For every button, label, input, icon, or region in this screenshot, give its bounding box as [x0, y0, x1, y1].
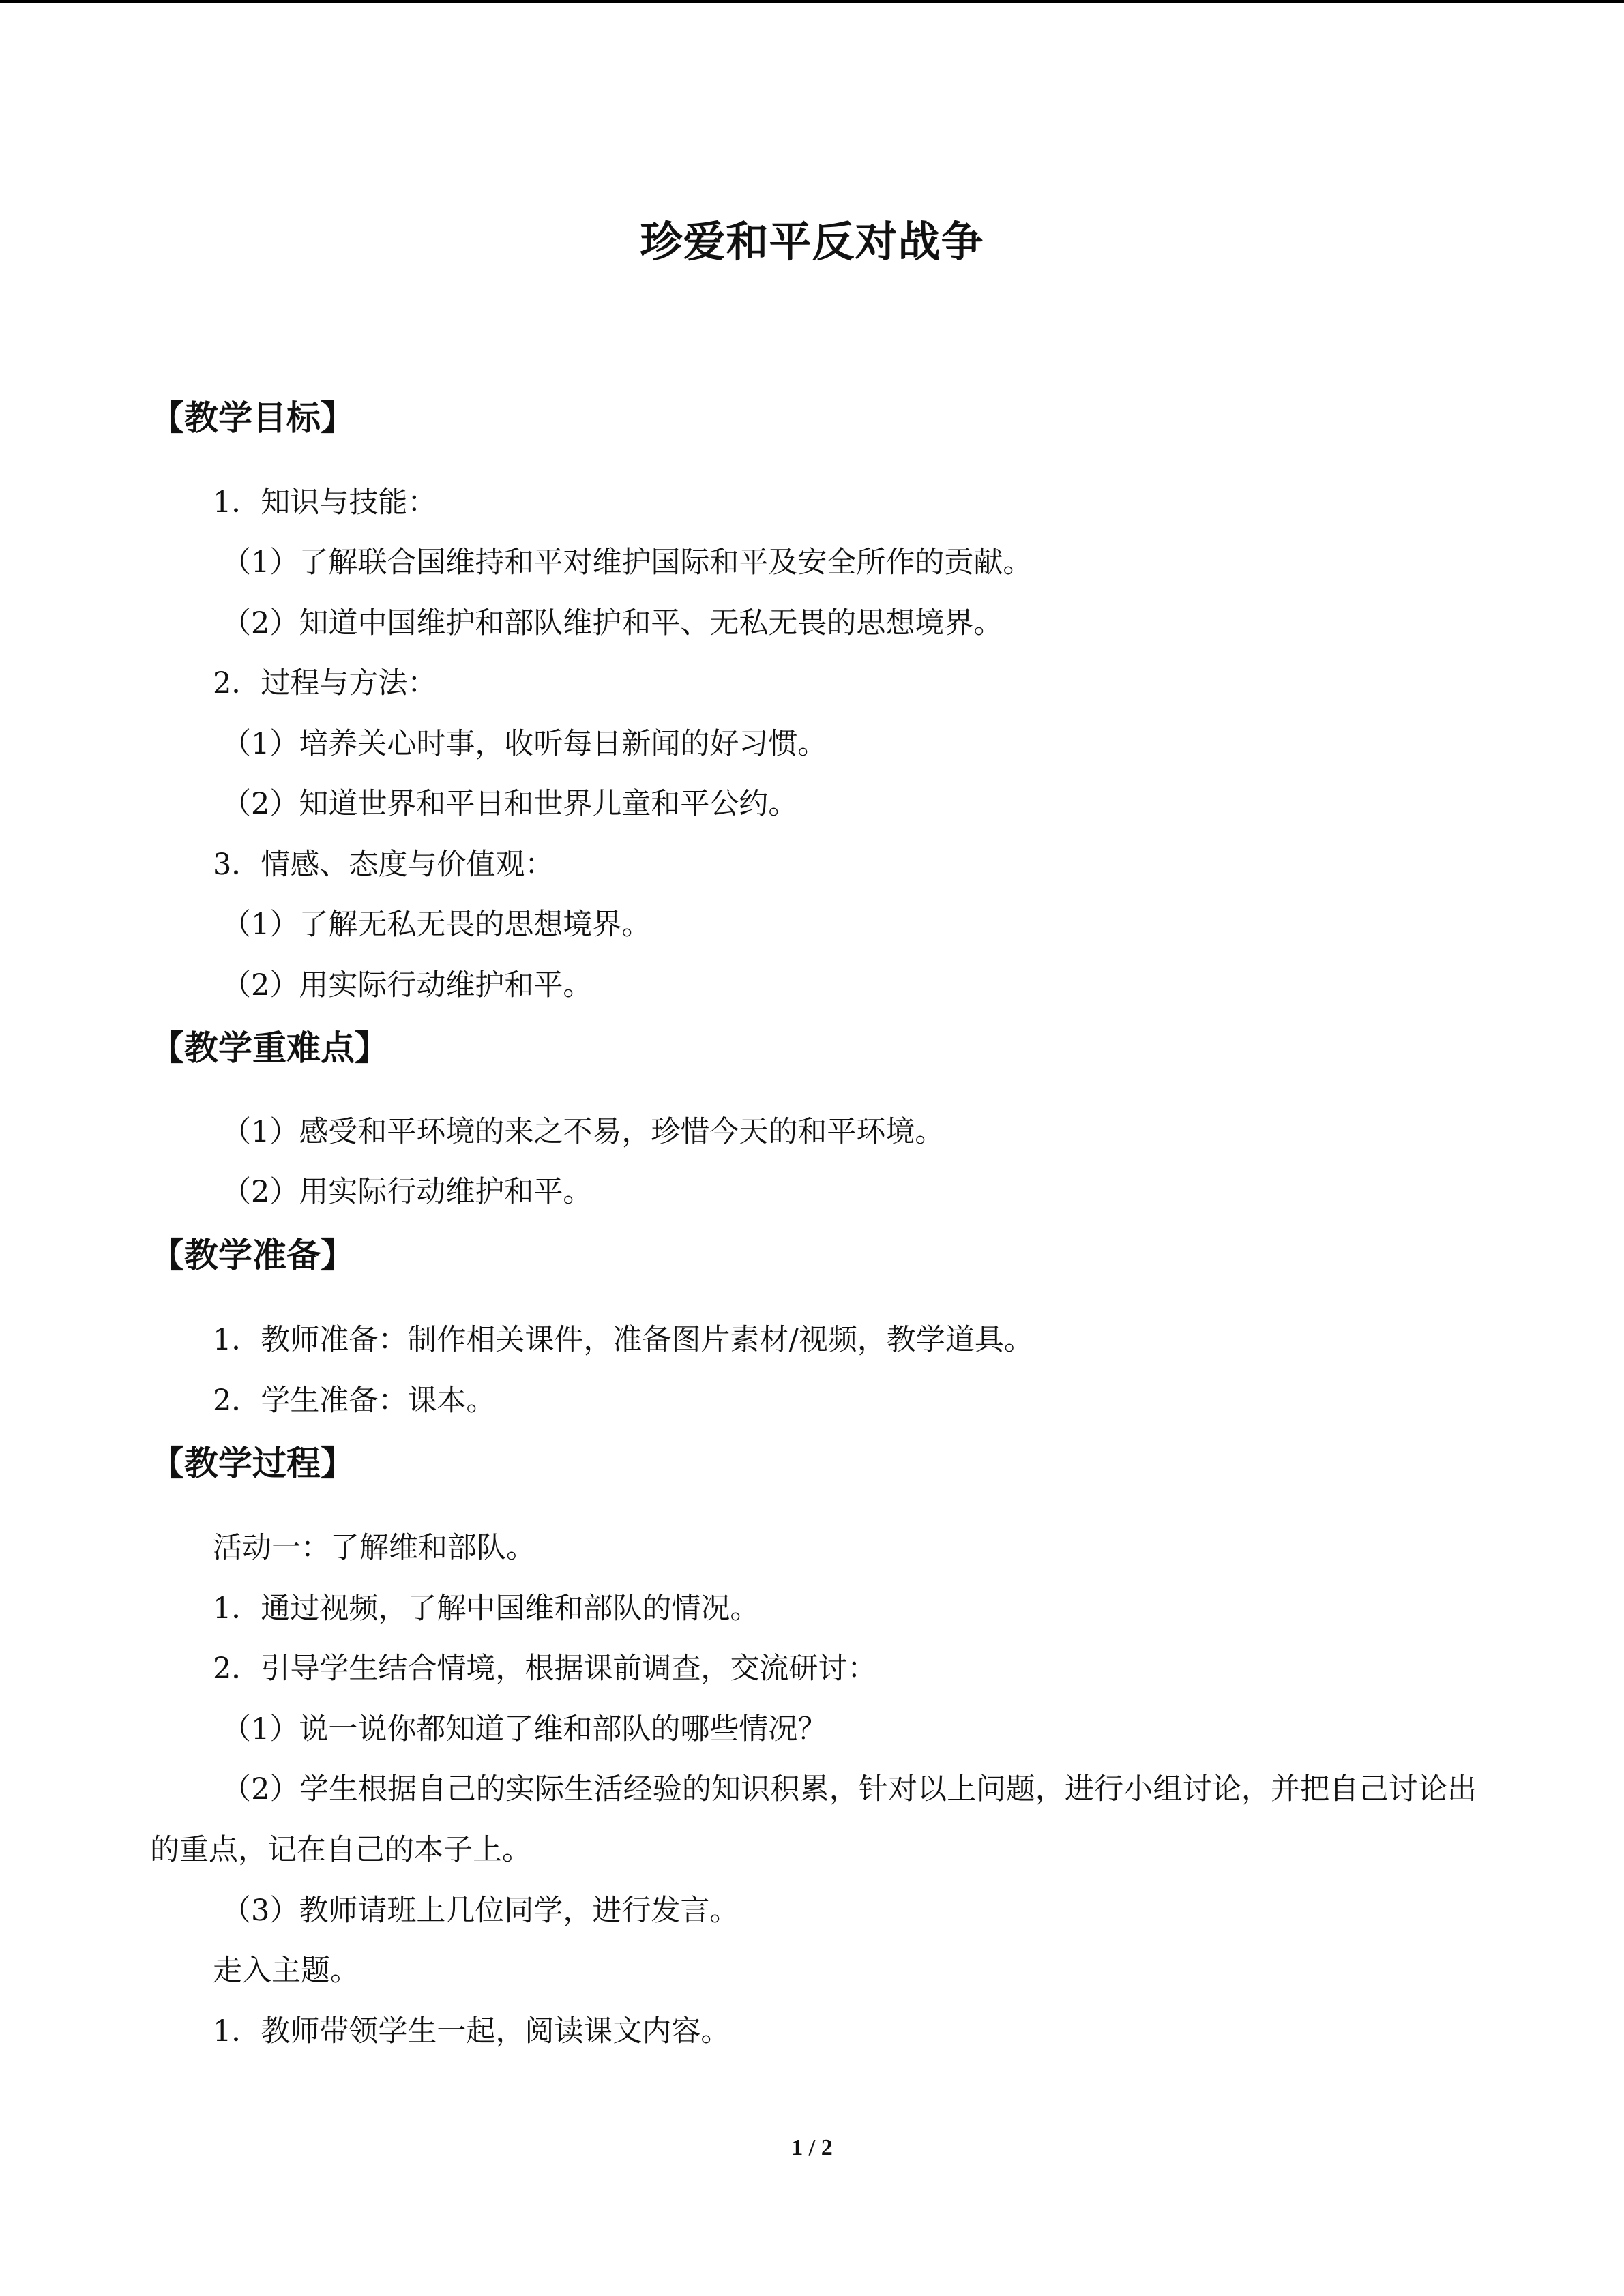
process-line: （3）教师请班上几位同学，进行发言。: [222, 1894, 739, 1928]
goals-line: 3．情感、态度与价值观：: [213, 848, 555, 882]
key-points-line: （2）用实际行动维护和平。: [222, 1175, 593, 1209]
goals-line: （2）知道中国维护和部队维护和平、无私无畏的思想境界。: [222, 606, 1003, 640]
goals-line: （1）了解联合国维持和平对维护国际和平及安全所作的贡献。: [222, 546, 1033, 580]
goals-line: 1．知识与技能：: [213, 486, 437, 520]
section-heading-preparation: 【教学准备】: [150, 1236, 355, 1275]
goals-line: （2）知道世界和平日和世界儿童和平公约。: [222, 787, 798, 821]
process-line: （1）说一说你都知道了维和部队的哪些情况？: [222, 1712, 827, 1746]
goals-line: 2．过程与方法：: [213, 666, 437, 700]
section-heading-process: 【教学过程】: [150, 1444, 355, 1483]
page-top-border: [0, 0, 1624, 3]
goals-line: （2）用实际行动维护和平。: [222, 968, 593, 1002]
page-number: 1 / 2: [791, 2135, 833, 2160]
key-points-line: （1）感受和平环境的来之不易，珍惜今天的和平环境。: [222, 1115, 945, 1149]
process-line: 1．通过视频，了解中国维和部队的情况。: [213, 1592, 760, 1626]
goals-line: （1）了解无私无畏的思想境界。: [222, 908, 651, 942]
process-line: 走入主题。: [213, 1954, 359, 1988]
section-heading-key-points: 【教学重难点】: [150, 1028, 389, 1068]
document-title: 珍爱和平反对战争: [640, 217, 984, 267]
section-heading-goals: 【教学目标】: [150, 398, 355, 438]
process-line: 1．教师带领学生一起，阅读课文内容。: [213, 2014, 730, 2048]
process-paragraph: （2）学生根据自己的实际生活经验的知识积累，针对以上问题，进行小组讨论，并把自己讨论出的重点，记在自己的本子上。: [150, 1772, 1477, 1867]
preparation-line: 1．教师准备：制作相关课件，准备图片素材/视频，教学道具。: [213, 1323, 1033, 1357]
goals-line: （1）培养关心时事，收听每日新闻的好习惯。: [222, 727, 827, 761]
process-line: 活动一：了解维和部队。: [213, 1531, 535, 1565]
process-line: 2．引导学生结合情境，根据课前调查，交流研讨：: [213, 1652, 877, 1686]
preparation-line: 2．学生准备：课本。: [213, 1384, 496, 1418]
